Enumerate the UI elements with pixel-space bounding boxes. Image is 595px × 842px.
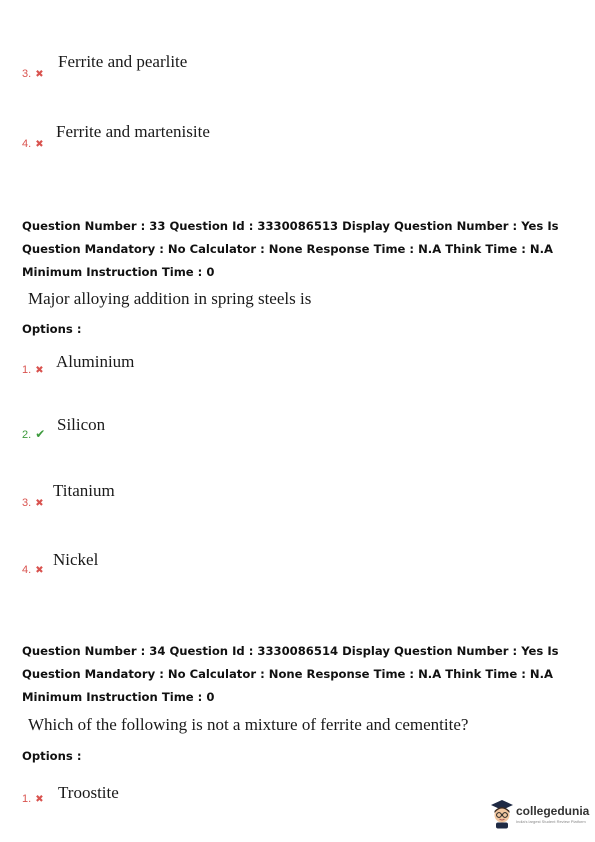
question-text: Major alloying addition in spring steels is	[28, 289, 312, 308]
cross-icon: ✖	[35, 498, 44, 509]
option-text: Nickel	[53, 550, 99, 569]
cross-icon: ✖	[35, 794, 44, 805]
options-label: Options :	[22, 322, 82, 336]
logo-name: collegedunia	[516, 804, 590, 818]
option-text: Aluminium	[56, 352, 135, 371]
cross-icon: ✖	[35, 69, 44, 80]
option-number: 2. ✔	[22, 427, 46, 441]
options-label: Options :	[22, 749, 82, 763]
option-number: 3. ✖	[22, 68, 44, 80]
option-text: Troostite	[58, 783, 119, 802]
option-text: Silicon	[57, 415, 106, 434]
cross-icon: ✖	[35, 139, 44, 150]
option-number: 3. ✖	[22, 497, 44, 509]
option-number: 1. ✖	[22, 793, 44, 805]
question-meta: Question Number : 33 Question Id : 3330086513 Display Question Number : Yes Is Question Mandatory : No Calculator : None Response Time : N.A Think Time : N.A Minimum Instruction Time : 0	[22, 219, 559, 279]
logo-tagline: India's largest Student Review Platform	[516, 819, 586, 824]
graduate-avatar-icon	[490, 798, 514, 830]
option-number: 4. ✖	[22, 564, 44, 576]
option-number: 1. ✖	[22, 364, 44, 376]
checkmark-icon: ✔	[35, 427, 46, 441]
option-text: Titanium	[53, 481, 115, 500]
question-meta: Question Number : 34 Question Id : 3330086514 Display Question Number : Yes Is Question Mandatory : No Calculator : None Response Time : N.A Think Time : N.A Minimum Instruction Time : 0	[22, 644, 559, 704]
option-text: Ferrite and pearlite	[58, 52, 188, 71]
cross-icon: ✖	[35, 365, 44, 376]
option-text: Ferrite and martenisite	[56, 122, 210, 141]
collegedunia-logo	[490, 798, 590, 832]
question-text: Which of the following is not a mixture of ferrite and cementite?	[28, 715, 469, 734]
cross-icon: ✖	[35, 565, 44, 576]
option-number: 4. ✖	[22, 138, 44, 150]
